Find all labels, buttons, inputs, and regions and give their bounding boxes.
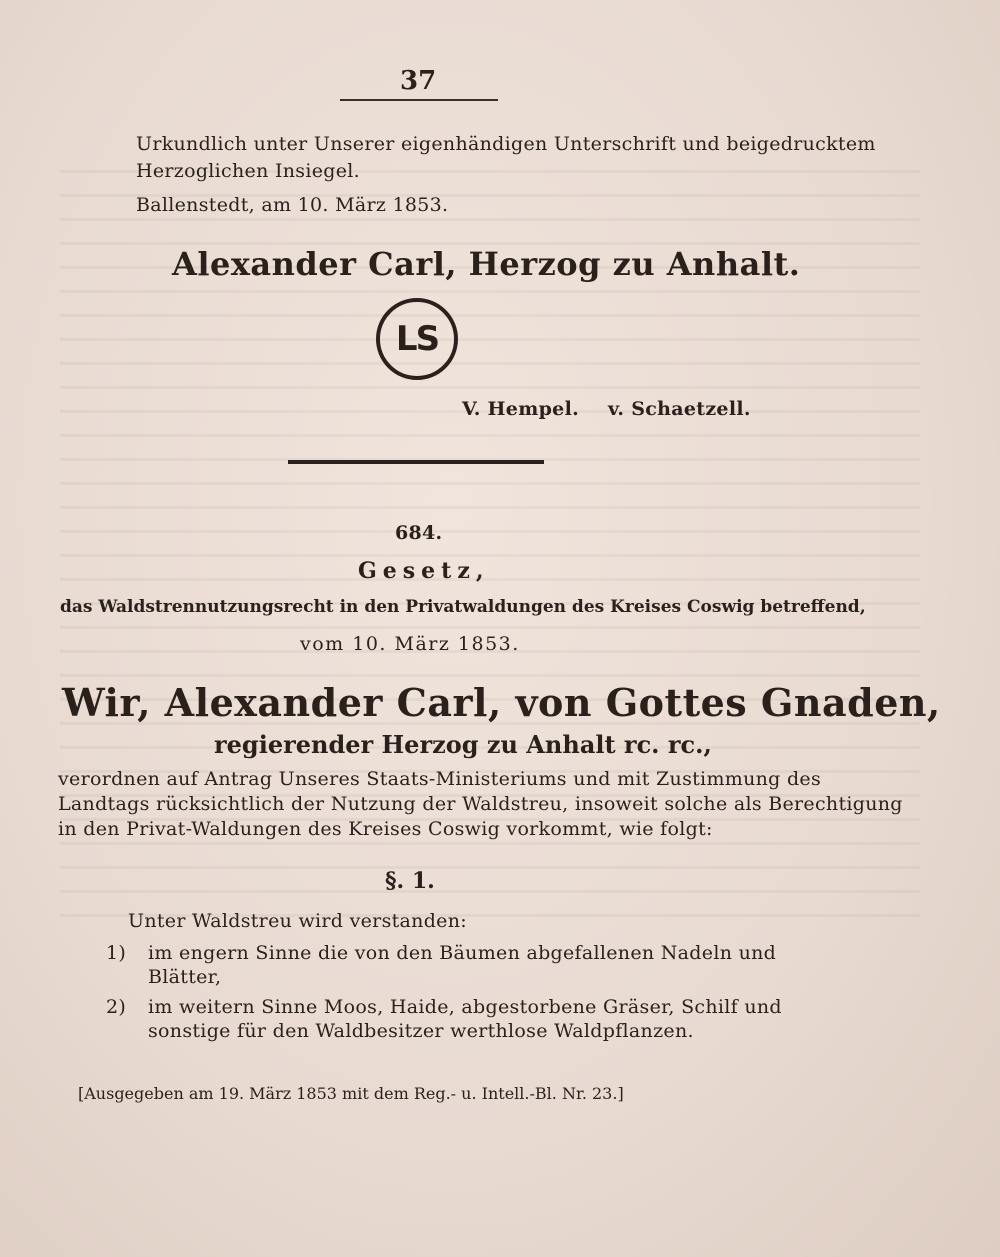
closing-line-2: Herzoglichen Insiegel. [136,160,360,182]
section-divider [288,460,544,464]
bleed-through-texture [60,170,920,930]
closing-line-1: Urkundlich unter Unserer eigenhändigen Unterschrift und beigedrucktem [136,133,876,155]
ruler-signature: Alexander Carl, Herzog zu Anhalt. [172,245,801,283]
law-number: 684. [395,522,443,544]
place-date: Ballenstedt, am 10. März 1853. [136,194,449,216]
item-2-line-2: sonstige für den Waldbesitzer werthlose Waldpflanzen. [148,1020,694,1042]
item-2-line-1: im weitern Sinne Moos, Haide, abgestorbene Gräser, Schilf und [148,996,782,1018]
preamble-heading: Wir, Alexander Carl, von Gottes Gnaden, [62,680,941,725]
section-intro: Unter Waldstreu wird verstanden: [128,910,467,932]
item-1-line-1: im engern Sinne die von den Bäumen abgefallenen Nadeln und [148,942,777,964]
seal-label: LS [395,319,439,359]
page-number: 37 [400,66,437,96]
item-1-number: 1) [106,942,127,964]
law-title: Gesetz, [358,558,490,584]
law-subject: das Waldstrennutzungsrecht in den Privatwaldungen des Kreises Coswig betreffend, [60,597,866,617]
preamble-subheading: regierender Herzog zu Anhalt rc. rc., [214,730,712,759]
section-heading: §. 1. [385,868,435,894]
countersign-left: V. Hempel. [462,398,579,420]
law-date: vom 10. März 1853. [300,633,520,655]
preamble-line-3: in den Privat-Waldungen des Kreises Coswig vorkommt, wie folgt: [58,818,713,840]
countersign-right: v. Schaetzell. [608,398,751,420]
item-2-number: 2) [106,996,127,1018]
seal-stamp [376,298,458,380]
preamble-line-2: Landtags rücksichtlich der Nutzung der Waldstreu, insoweit solche als Berechtigung [58,793,903,815]
publication-note: [Ausgegeben am 19. März 1853 mit dem Reg.- u. Intell.-Bl. Nr. 23.] [78,1084,624,1103]
preamble-line-1: verordnen auf Antrag Unseres Staats-Ministeriums und mit Zustimmung des [58,768,822,790]
header-rule [340,99,498,101]
item-1-line-2: Blätter, [148,966,222,988]
